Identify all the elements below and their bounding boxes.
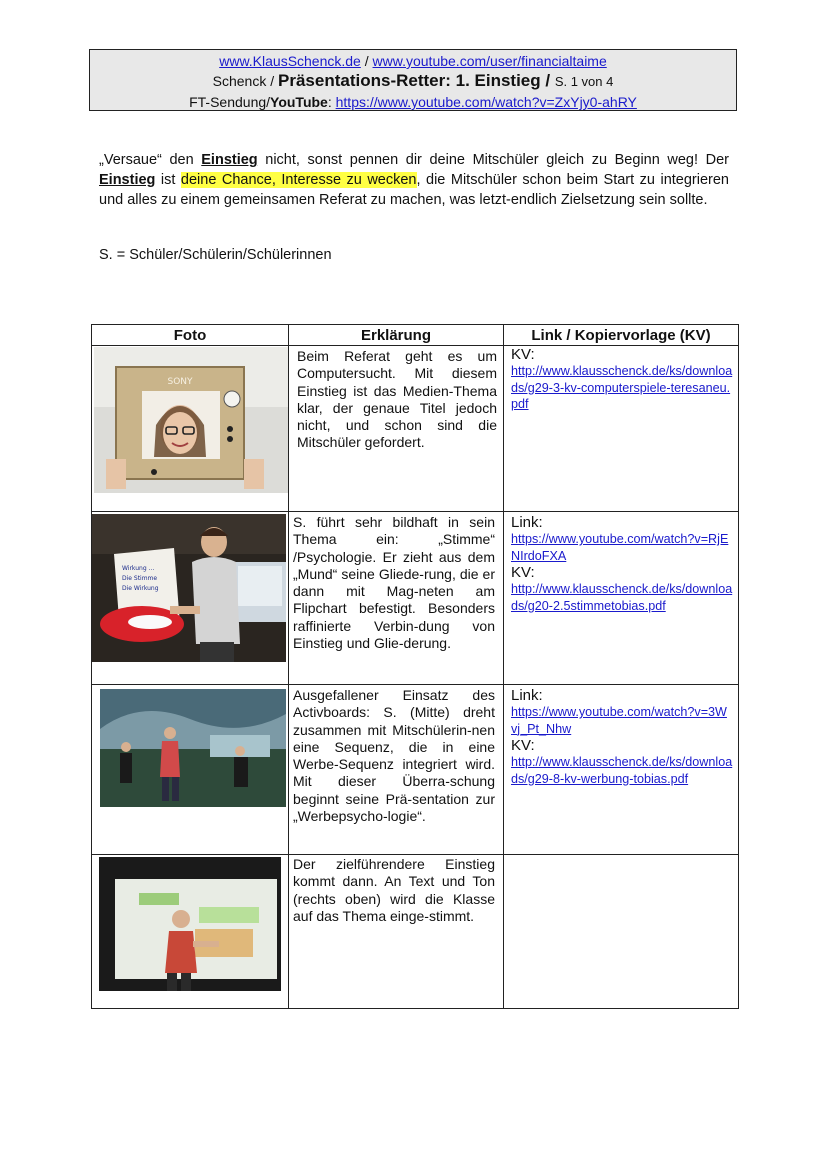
svg-text:Die Stimme: Die Stimme bbox=[122, 575, 158, 582]
header-explanation: Erklärung bbox=[360, 327, 432, 344]
explanation-text: Ausgefallener Einsatz des Activboards: S. (Mitte) dreht zusammen mit Mitschülerin-nen eine Sequenz, die in eine Werbe-Sequenz integriert wird. Mit dieser Überra-schung beginnt seine Prä-sentation zur „Werbepsycho-logie“. bbox=[293, 687, 495, 825]
document-title: Präsentations-Retter: 1. Einstieg bbox=[278, 71, 541, 90]
intro-paragraph: „Versaue“ den Einstieg nicht, sonst pennen dir deine Mitschüler gleich zu Beginn weg! Der Einstieg ist deine Chance, Interesse zu wecken, die Mitschüler schon beim Start zu integrieren und alles zu einem gemeinsamen Referat zu machen, was letzt-endlich Zielsetzung sein sollte. bbox=[99, 152, 729, 208]
kv-link[interactable]: http://www.klausschenck.de/ks/downloads/g29-8-kv-werbung-tobias.pdf bbox=[511, 755, 733, 786]
video-link[interactable]: https://www.youtube.com/watch?v=3Wvj_Pt_Nhw bbox=[511, 705, 727, 736]
photo-student-flipchart bbox=[92, 514, 286, 662]
explanation-text: Beim Referat geht es um Computersucht. Mit diesem Einstieg ist das Medien-Thema klar, der genaue Titel jedoch nicht, und schon sind die Mitschüler gefordert. bbox=[297, 348, 497, 451]
link-cell bbox=[511, 514, 733, 614]
photo-girl-tv-frame bbox=[94, 347, 288, 493]
header-link: Link / Kopiervorlage (KV) bbox=[531, 327, 711, 344]
kv-label: KV: bbox=[511, 737, 535, 754]
video-link[interactable]: https://www.youtube.com/watch?v=ZxYjy0-ahRY bbox=[335, 94, 637, 110]
link-label: Link: bbox=[511, 687, 543, 704]
content-table bbox=[91, 324, 739, 1009]
kv-link[interactable]: http://www.klausschenck.de/ks/downloads/g29-3-kv-computerspiele-teresaneu.pdf bbox=[511, 364, 733, 411]
link-cell bbox=[511, 687, 733, 787]
header-broadcast-line: FT-Sendung/YouTube: https://www.youtube.com/watch?v=ZxYjy0-ahRY bbox=[189, 94, 637, 110]
row-divider bbox=[92, 854, 738, 855]
link-label: Link: bbox=[511, 514, 543, 531]
site-link[interactable]: www.KlausSchenck.de bbox=[219, 53, 361, 69]
document-header bbox=[89, 49, 737, 111]
photo-label: SONY bbox=[167, 377, 193, 387]
header-links-line: www.KlausSchenck.de / www.youtube.com/user/financialtaime bbox=[219, 53, 607, 69]
row-divider bbox=[92, 684, 738, 685]
video-link[interactable]: https://www.youtube.com/watch?v=RjENIrdoFXA bbox=[511, 532, 729, 563]
column-divider bbox=[503, 325, 504, 1008]
explanation-text: Der zielführendere Einstieg kommt dann. An Text und Ton (rechts oben) wird die Klasse auf das Thema einge-stimmt. bbox=[293, 856, 495, 924]
kv-label: KV: bbox=[511, 564, 535, 581]
kv-label: KV: bbox=[511, 346, 535, 363]
row-divider bbox=[92, 511, 738, 512]
header-title-line: Schenck / Präsentations-Retter: 1. Einstieg / S. 1 von 4 bbox=[212, 71, 614, 90]
page-number: S. 1 von 4 bbox=[554, 74, 614, 89]
svg-text:Wirkung ...: Wirkung ... bbox=[122, 565, 155, 572]
youtube-channel-link[interactable]: www.youtube.com/user/financialtaime bbox=[372, 53, 607, 69]
header-photo: Foto bbox=[173, 327, 207, 344]
abbreviation-legend: S. = Schüler/Schülerin/Schülerinnen bbox=[99, 247, 332, 263]
keyword-einstieg: Einstieg bbox=[201, 152, 258, 168]
kv-link[interactable]: http://www.klausschenck.de/ks/downloads/g20-2.5stimmetobias.pdf bbox=[511, 582, 733, 613]
svg-text:Die Wirkung: Die Wirkung bbox=[122, 585, 159, 592]
column-divider bbox=[288, 325, 289, 1008]
highlighted-phrase: deine Chance, Interesse zu wecken bbox=[180, 172, 417, 188]
link-cell bbox=[511, 346, 733, 413]
photo-student-presentation bbox=[99, 857, 281, 991]
keyword-einstieg: Einstieg bbox=[99, 172, 156, 188]
photo-activboard-dance bbox=[100, 689, 286, 807]
explanation-text: S. führt sehr bildhaft in sein Thema ein: „Stimme“ /Psychologie. Er zieht aus dem „Mund“ seine Gliede-rung, die er dann mit Mag-neten am Flipchart befestigt. Besonders raffinierte Verbin-dung von Einstieg und Glie-derung. bbox=[293, 514, 495, 652]
